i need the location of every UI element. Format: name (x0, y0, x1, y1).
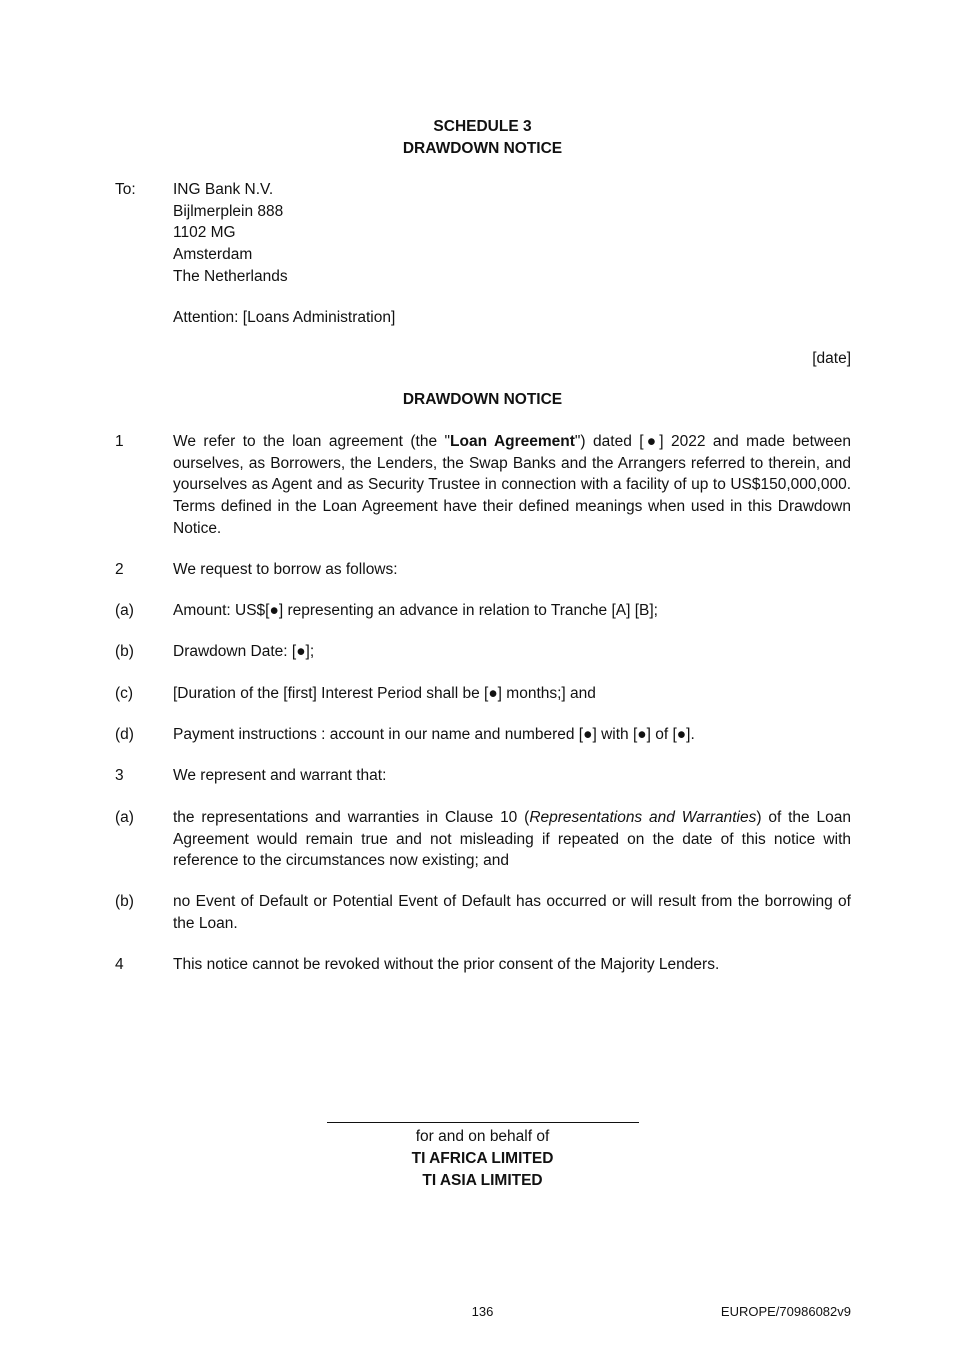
address-block (173, 179, 288, 288)
para-2-text: We request to borrow as follows: (173, 561, 398, 578)
page-number: 136 (471, 1304, 494, 1319)
signature-line (327, 1122, 639, 1123)
item-b-text: Drawdown Date: [●]; (173, 643, 315, 660)
para-3a-pre: the representations and warranties in Clause 10 ( (173, 809, 530, 826)
para-3a-post: ) of the Loan Agreement would remain true and not misleading if repeated on the date of this notice with reference to the circumstances now existing; and (173, 809, 851, 870)
para-1-text (173, 431, 851, 540)
entity-name: TI ASIA LIMITED (422, 1172, 543, 1189)
para-4-text: This notice cannot be revoked without the prior consent of the Majority Lenders. (173, 956, 720, 973)
para-3a-label: (a) (115, 809, 134, 826)
item-c-text: [Duration of the [first] Interest Period shall be [●] months;] and (173, 685, 596, 702)
item-a-label: (a) (115, 602, 134, 619)
document-reference: EUROPE/70986082v9 (720, 1304, 851, 1319)
para-1-number: 1 (115, 433, 124, 450)
schedule-heading: SCHEDULE 3 (433, 118, 532, 135)
para-3b-label: (b) (115, 893, 134, 910)
para-3-text: We represent and warrant that: (173, 767, 387, 784)
address-line: The Netherlands (173, 267, 288, 285)
para-1-post: ") dated [●] 2022 and made between ourselves, as Borrowers, the Lenders, the Swap Banks and the Arrangers referred to therein, and yourselves as Agent and as Security Trustee in connection with a facility of up to US$150,000,000. Terms defined in the Loan Agreement have their defined meanings when used in this Drawdown Notice. (173, 433, 852, 537)
para-3-number: 3 (115, 767, 124, 784)
item-d-text: Payment instructions : account in our name and numbered [●] with [●] of [●]. (173, 726, 695, 743)
item-d-label: (d) (115, 726, 134, 743)
notice-title: DRAWDOWN NOTICE (402, 391, 563, 408)
para-3a-text (173, 807, 851, 872)
clause-title: Representations and Warranties (529, 809, 757, 826)
attention-line: Attention: [Loans Administration] (173, 309, 396, 326)
loan-agreement-term: Loan Agreement (450, 433, 575, 450)
item-a-text: Amount: US$[●] representing an advance in relation to Tranche [A] [B]; (173, 602, 658, 619)
item-c-label: (c) (115, 685, 134, 702)
to-label: To: (115, 181, 136, 198)
page-title: DRAWDOWN NOTICE (402, 140, 563, 157)
address-line: Amsterdam (173, 246, 253, 264)
para-3b-text: no Event of Default or Potential Event of Default has occurred or will result from the borrowing of the Loan. (173, 893, 851, 932)
behalf-text: for and on behalf of (415, 1128, 550, 1145)
address-line: Bijlmerplein 888 (173, 202, 284, 220)
para-4-number: 4 (115, 956, 124, 973)
address-line: ING Bank N.V. (173, 181, 274, 198)
para-2-number: 2 (115, 561, 124, 578)
address-line: 1102 MG (173, 224, 236, 242)
date-placeholder: [date] (812, 350, 851, 367)
para-1-pre: We refer to the loan agreement (the " (173, 433, 451, 450)
item-b-label: (b) (115, 643, 134, 660)
entity-name: TI AFRICA LIMITED (411, 1150, 554, 1167)
